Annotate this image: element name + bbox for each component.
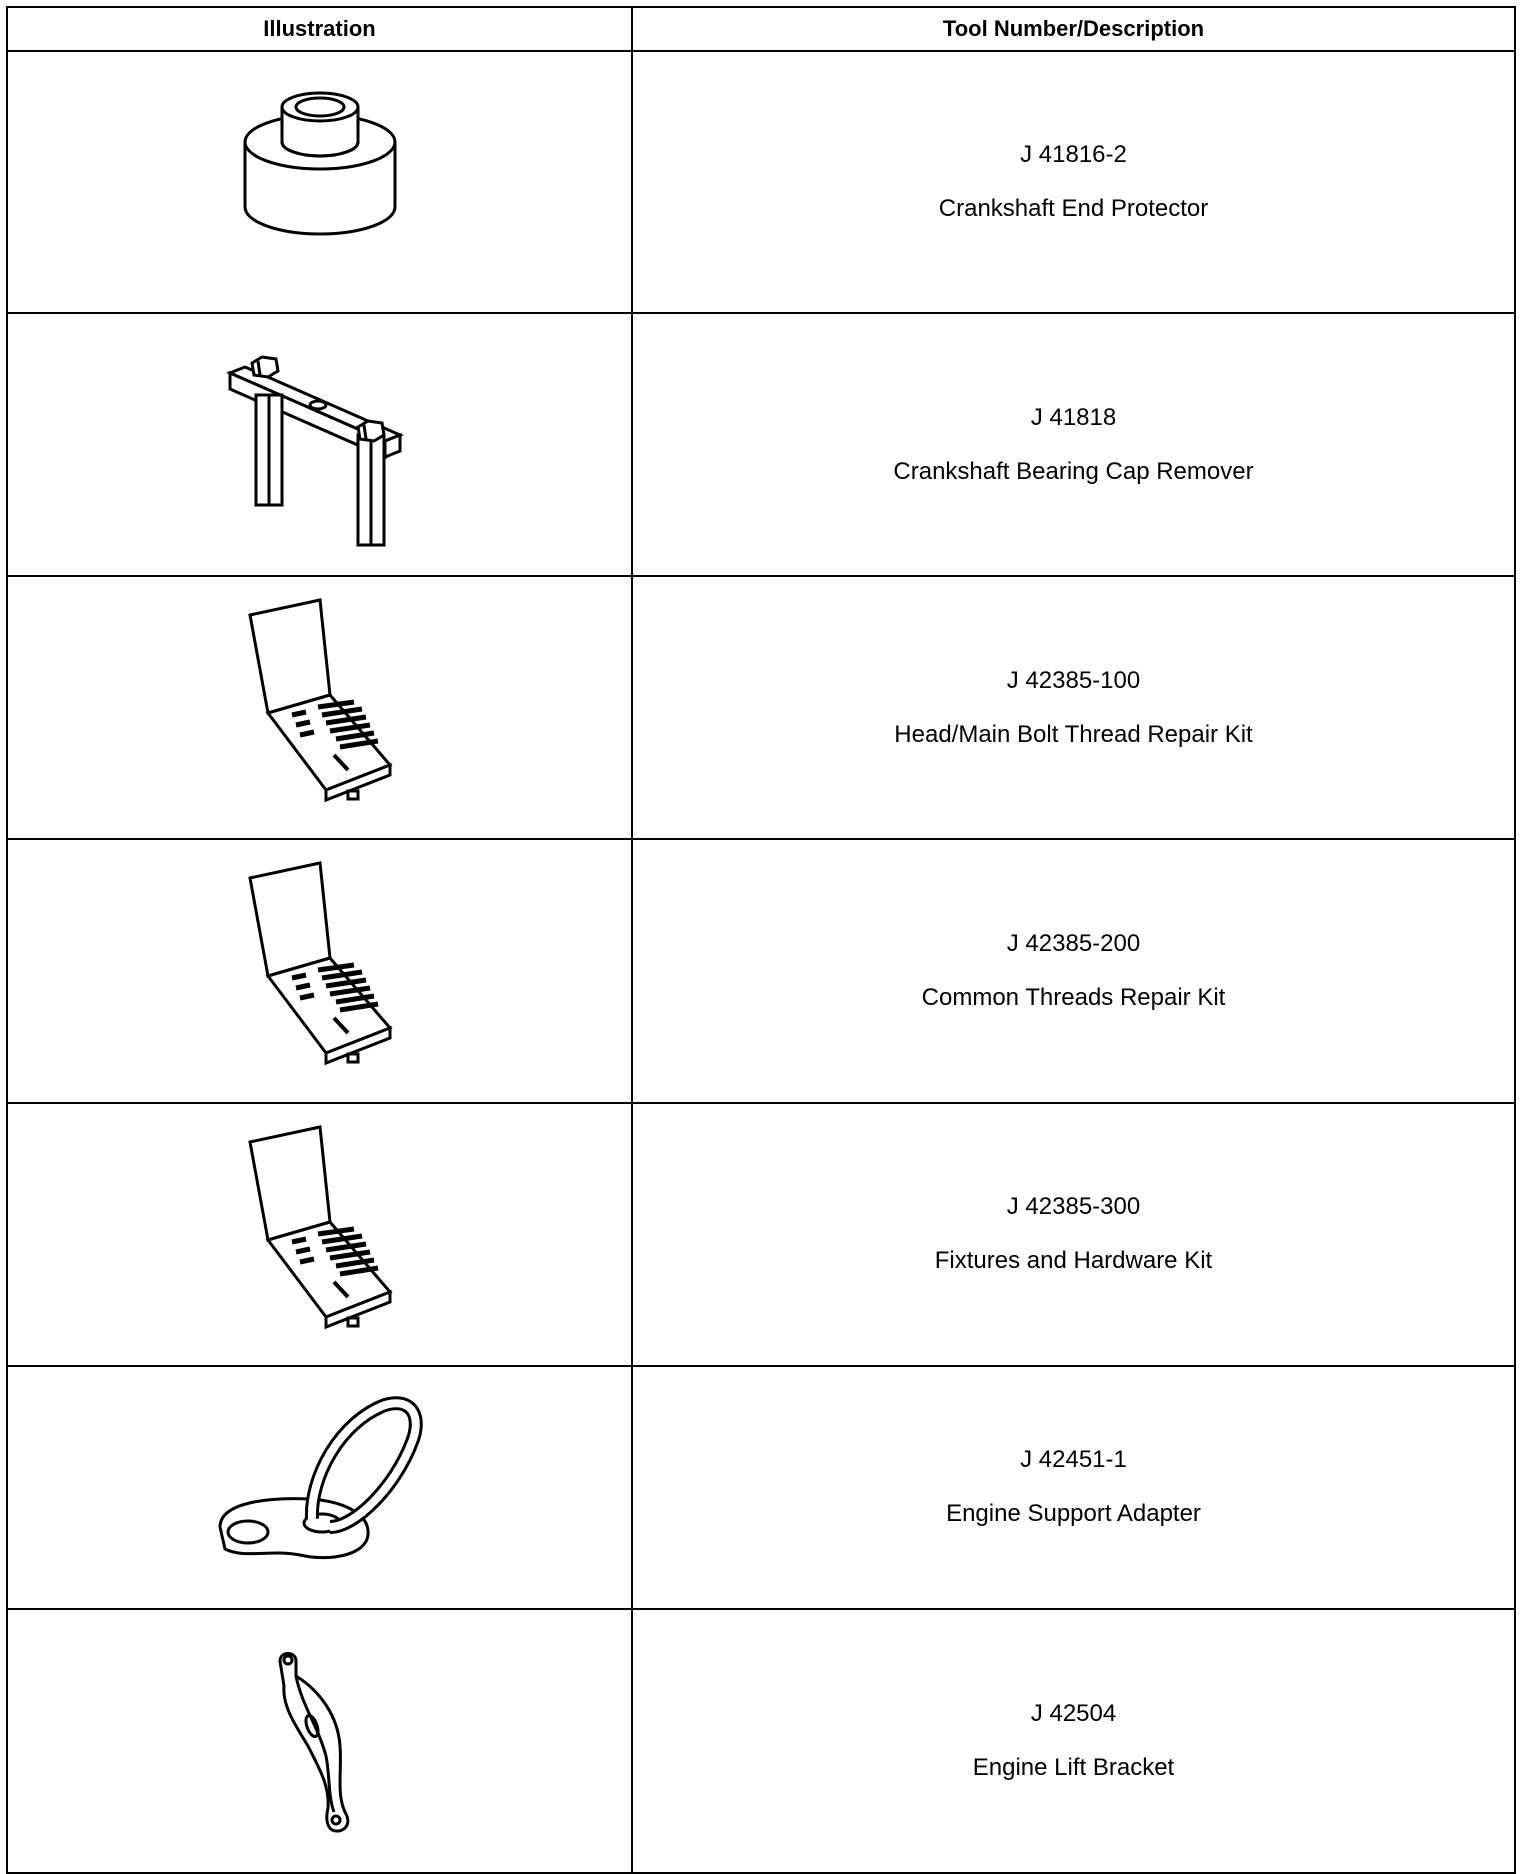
tool-description-cell: [632, 1103, 1515, 1366]
tool-number: J 42451-1: [1020, 1446, 1127, 1474]
tool-number: J 41816-2: [1020, 141, 1127, 169]
table-row: [7, 1366, 1515, 1609]
thread-repair-kit-icon: [230, 1122, 410, 1347]
illustration-cell: [7, 839, 632, 1102]
tool-description-cell: [632, 1609, 1515, 1873]
table-row: [7, 313, 1515, 576]
table-row: [7, 839, 1515, 1102]
engine-lift-bracket-icon: [260, 1646, 380, 1836]
tool-description-cell: [632, 1366, 1515, 1609]
tool-name: Crankshaft Bearing Cap Remover: [893, 457, 1254, 485]
illustration-cell: [7, 1103, 632, 1366]
table-header-row: [7, 7, 1515, 51]
table-row: [7, 1103, 1515, 1366]
illustration-cell: [7, 1609, 632, 1873]
tool-name: Crankshaft End Protector: [938, 195, 1209, 223]
tool-number: J 42504: [1030, 1699, 1117, 1727]
tool-number: J 41818: [1030, 403, 1117, 431]
illustration-cell: [7, 51, 632, 313]
thread-repair-kit-icon: [230, 595, 410, 820]
tool-number: J 42385-300: [1006, 1193, 1141, 1221]
tool-description-cell: [632, 839, 1515, 1102]
illustration-cell: [7, 576, 632, 839]
crankshaft-end-protector-icon: [220, 82, 420, 282]
tool-description-cell: [632, 51, 1515, 313]
bearing-cap-remover-icon: [210, 335, 430, 555]
tool-number: J 42385-100: [1006, 666, 1141, 694]
tool-name: Engine Support Adapter: [946, 1500, 1201, 1528]
tool-name: Fixtures and Hardware Kit: [934, 1247, 1213, 1275]
tool-name: Engine Lift Bracket: [972, 1753, 1175, 1781]
illustration-cell: [7, 1366, 632, 1609]
tool-description-cell: [632, 576, 1515, 839]
column-header-tool: Tool Number/Description: [632, 7, 1515, 51]
thread-repair-kit-icon: [230, 858, 410, 1083]
tool-description-cell: [632, 313, 1515, 576]
table-row: [7, 576, 1515, 839]
illustration-cell: [7, 313, 632, 576]
tool-table: [6, 6, 1516, 1874]
engine-support-adapter-icon: [200, 1387, 440, 1587]
tool-name: Common Threads Repair Kit: [921, 983, 1226, 1011]
column-header-illustration: Illustration: [7, 7, 632, 51]
table-row: [7, 51, 1515, 313]
tool-number: J 42385-200: [1006, 929, 1141, 957]
table-row: [7, 1609, 1515, 1873]
tool-name: Head/Main Bolt Thread Repair Kit: [894, 720, 1253, 748]
